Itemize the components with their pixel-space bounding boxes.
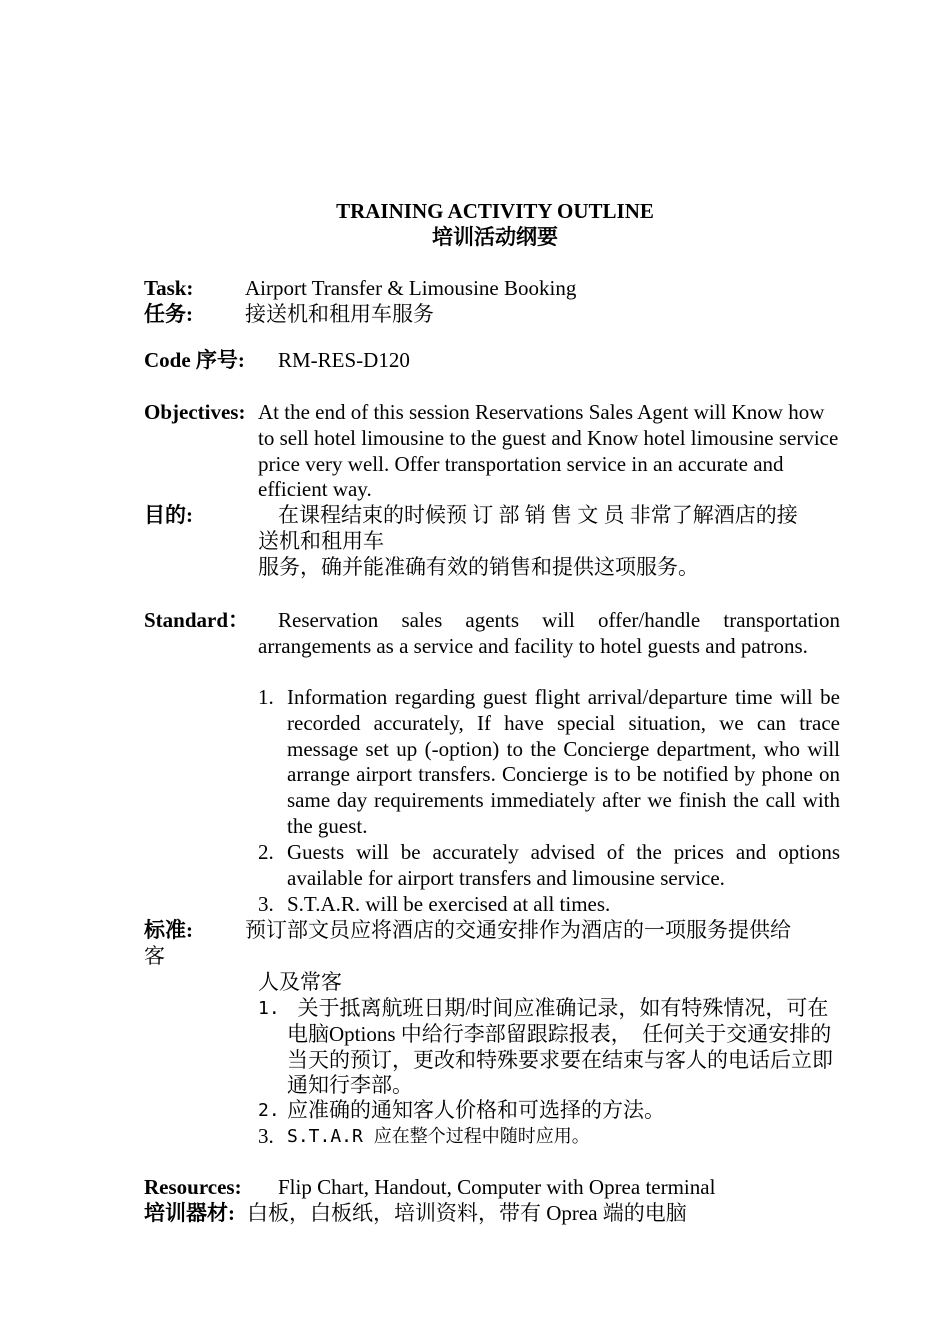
list-item-text: Guests will be accurately advised of the prices and options available for airport transfers and limousine service.: [287, 840, 840, 890]
task-value-en: Airport Transfer & Limousine Booking: [245, 276, 577, 300]
list-item-text: Information regarding guest flight arrival/departure time will be recorded accurately, If have special situation, we can trace message set up (-option) to the Concierge department, who will arrange airport transfers. Concierge is to be notified by phone on same day requirements immediately after we finish the call with the guest.: [287, 685, 840, 838]
objectives-text-en: At the end of this session Reservations Sales Agent will Know how to sell hotel limousine to the guest and Know hotel limousine service price very well. Offer transportation service in an accurate and efficient way.: [258, 400, 839, 502]
standard-item-en-1: [258, 685, 840, 840]
standard-item-zh-2: [258, 1098, 840, 1124]
standard-item-en-3: [258, 892, 840, 918]
objectives-label-en: Objectives:: [144, 400, 246, 424]
objectives-text-zh-line3: 服务，确并能准确有效的销售和提供这项服务。: [258, 555, 699, 579]
list-number: 1.: [258, 685, 274, 709]
list-item-text: S.T.A.R. will be exercised at all times.: [287, 892, 611, 916]
task-value-zh: 接送机和租用车服务: [245, 302, 434, 326]
list-number: 3.: [258, 892, 274, 916]
objectives-text-zh-line1: 在课程结束的时候预 订 部 销 售 文 员 非常了解酒店的接: [278, 503, 798, 527]
code-label: Code 序号:: [144, 348, 245, 372]
standard-intro-zh-line1: 预订部文员应将酒店的交通安排作为酒店的一项服务提供给: [245, 918, 791, 942]
standard-intro-zh-line3: 人及常客: [258, 970, 342, 994]
standard-item-zh-3: [258, 1124, 840, 1150]
objectives-label-zh: 目的:: [144, 503, 193, 527]
standard-intro-zh-line2: 客: [144, 944, 165, 968]
task-label-en: Task:: [144, 276, 194, 300]
standard-label-en: Standard：: [144, 608, 250, 632]
list-number: 2.: [258, 840, 274, 864]
resources-label-en: Resources:: [144, 1175, 242, 1199]
standard-intro-en: Reservation sales agents will offer/handle transportation arrangements as a service and facility to hotel guests and patrons.: [258, 608, 840, 658]
list-number: 3.: [258, 1124, 274, 1148]
code-value: RM-RES-D120: [278, 348, 410, 372]
resources-value-zh: 白板，白板纸，培训资料，带有 Oprea 端的电脑: [247, 1201, 687, 1225]
task-label-zh: 任务:: [144, 302, 193, 326]
list-item-text: S.T.A.R 应在整个过程中随时应用。: [287, 1126, 590, 1147]
standard-item-zh-1: [258, 996, 840, 1099]
resources-label-zh: 培训器材:: [144, 1201, 235, 1225]
list-item-text: 关于抵离航班日期/时间应准确记录，如有特殊情况，可在电脑Options 中给行李部留跟踪报表， 任何关于交通安排的当天的预订，更改和特殊要求要在结束与客人的电话后立即通知行李部。: [287, 996, 833, 1098]
list-number: 1.: [258, 998, 280, 1019]
list-item-text: 应准确的通知客人价格和可选择的方法。: [287, 1098, 665, 1122]
title-zh: 培训活动纲要: [432, 225, 558, 249]
resources-value-en: Flip Chart, Handout, Computer with Oprea terminal: [278, 1175, 716, 1199]
standard-item-en-2: [258, 840, 840, 892]
standard-label-zh: 标准:: [144, 918, 193, 942]
title-en: TRAINING ACTIVITY OUTLINE: [336, 199, 654, 223]
list-number: 2.: [258, 1100, 280, 1121]
objectives-text-zh-line2: 送机和租用车: [258, 529, 384, 553]
